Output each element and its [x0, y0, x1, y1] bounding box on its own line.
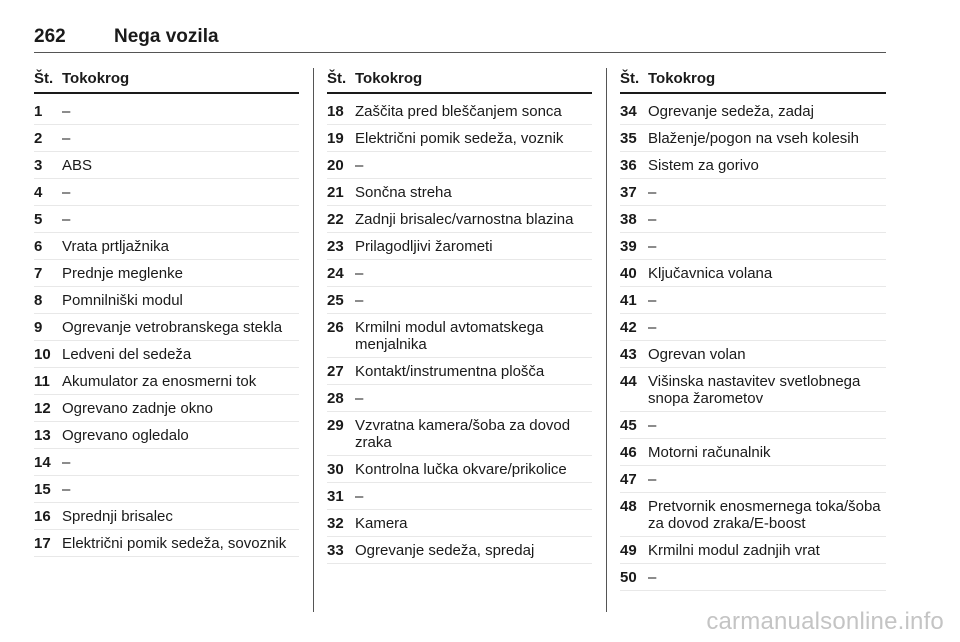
circuit-name: – [648, 238, 657, 255]
table-row [620, 314, 886, 341]
table-row [620, 98, 886, 125]
circuit-name: Električni pomik sedeža, voznik [355, 130, 564, 147]
fuse-number: 2 [34, 130, 43, 147]
table-row [34, 98, 299, 125]
fuse-number: 6 [34, 238, 43, 255]
fuse-number: 18 [327, 103, 344, 120]
table-row [34, 314, 299, 341]
circuit-name: Ogrevanje sedeža, spredaj [355, 542, 535, 559]
fuse-number: 40 [620, 265, 637, 282]
fuse-number: 4 [34, 184, 43, 201]
circuit-name: Ključavnica volana [648, 265, 773, 282]
table-row [327, 206, 592, 233]
table-row [327, 314, 592, 358]
fuse-number: 21 [327, 184, 344, 201]
circuit-name: Električni pomik sedeža, sovoznik [62, 535, 287, 552]
circuit-name: Krmilni modul avtomatskega menjalnika [355, 319, 544, 353]
fuse-number: 31 [327, 488, 344, 505]
header-rule [34, 52, 886, 53]
fuse-number: 10 [34, 346, 51, 363]
table-row [620, 152, 886, 179]
table-rows [327, 94, 592, 564]
fuse-number: 36 [620, 157, 637, 174]
fuse-number: 44 [620, 373, 637, 390]
fuse-number: 16 [34, 508, 51, 525]
fuse-number: 7 [34, 265, 43, 282]
header-number: Št. [34, 70, 54, 87]
fuse-number: 41 [620, 292, 637, 309]
circuit-name: – [62, 481, 71, 498]
circuit-name: Prednje meglenke [62, 265, 183, 282]
circuit-name: Kontrolna lučka okvare/prikolice [355, 461, 567, 478]
table-header [34, 68, 299, 94]
fuse-number: 38 [620, 211, 637, 228]
circuit-name: Krmilni modul zadnjih vrat [648, 542, 820, 559]
page-title: Nega vozila [114, 26, 219, 47]
circuit-name: Višinska nastavitev svetlobnega snopa žarometov [648, 373, 861, 407]
fuse-number: 11 [34, 373, 50, 390]
table-row [327, 510, 592, 537]
circuit-name: Blaženje/pogon na vseh kolesih [648, 130, 859, 147]
circuit-name: – [355, 265, 364, 282]
circuit-name: Zadnji brisalec/varnostna blazina [355, 211, 574, 228]
circuit-name: – [355, 292, 364, 309]
fuse-number: 25 [327, 292, 344, 309]
fuse-number: 29 [327, 417, 344, 434]
circuit-name: Ogrevanje sedeža, zadaj [648, 103, 814, 120]
fuse-number: 23 [327, 238, 344, 255]
header-circuit: Tokokrog [62, 70, 130, 87]
table-row [34, 152, 299, 179]
circuit-name: – [62, 103, 71, 120]
fuse-number: 50 [620, 569, 637, 586]
fuse-number: 5 [34, 211, 43, 228]
table-row [620, 179, 886, 206]
table-row [620, 233, 886, 260]
circuit-name: – [62, 211, 71, 228]
table-row [34, 503, 299, 530]
table-row [34, 422, 299, 449]
fuse-number: 42 [620, 319, 637, 336]
table-row [620, 287, 886, 314]
table-row [34, 125, 299, 152]
circuit-name: – [355, 157, 364, 174]
fuse-number: 45 [620, 417, 637, 434]
fuse-number: 8 [34, 292, 43, 309]
fuse-number: 3 [34, 157, 43, 174]
header-circuit: Tokokrog [648, 70, 716, 87]
table-row [620, 466, 886, 493]
page-header [34, 26, 886, 52]
table-row [34, 287, 299, 314]
circuit-name: Pomnilniški modul [62, 292, 183, 309]
circuit-name: – [648, 471, 657, 488]
circuit-name: Ogrevan volan [648, 346, 746, 363]
fuse-number: 1 [34, 103, 43, 120]
table-row [620, 125, 886, 152]
circuit-name: Motorni računalnik [648, 444, 771, 461]
table-row [327, 412, 592, 456]
fuse-number: 32 [327, 515, 344, 532]
fuse-number: 49 [620, 542, 637, 559]
circuit-name: – [648, 211, 657, 228]
fuse-number: 35 [620, 130, 637, 147]
fuse-number: 37 [620, 184, 637, 201]
table-row [327, 233, 592, 260]
table-row [620, 368, 886, 412]
circuit-name: – [62, 130, 71, 147]
table-row [34, 260, 299, 287]
table-row [34, 233, 299, 260]
table-rows [620, 94, 886, 591]
circuit-name: Ogrevano zadnje okno [62, 400, 213, 417]
table-row [327, 358, 592, 385]
table-row [327, 483, 592, 510]
fuse-number: 13 [34, 427, 51, 444]
fuse-number: 34 [620, 103, 637, 120]
table-row [34, 206, 299, 233]
table-row [34, 368, 299, 395]
circuit-name: Kontakt/instrumentna plošča [355, 363, 545, 380]
circuit-name: Sončna streha [355, 184, 452, 201]
fuse-number: 14 [34, 454, 51, 471]
circuit-name: Vrata prtljažnika [62, 238, 169, 255]
circuit-name: Ogrevanje vetrobranskega stekla [62, 319, 283, 336]
table-row [34, 449, 299, 476]
fuse-number: 17 [34, 535, 51, 552]
table-header [327, 68, 592, 94]
fuse-number: 28 [327, 390, 344, 407]
fuse-number: 46 [620, 444, 637, 461]
fuse-table-column-2 [327, 68, 592, 564]
fuse-number: 27 [327, 363, 344, 380]
table-row [327, 287, 592, 314]
circuit-name: – [648, 319, 657, 336]
circuit-name: – [648, 292, 657, 309]
table-row [620, 341, 886, 368]
table-row [34, 395, 299, 422]
fuse-number: 48 [620, 498, 637, 515]
fuse-number: 19 [327, 130, 344, 147]
table-row [34, 341, 299, 368]
fuse-number: 9 [34, 319, 43, 336]
fuse-number: 24 [327, 265, 344, 282]
fuse-number: 20 [327, 157, 344, 174]
circuit-name: Zaščita pred bleščanjem sonca [355, 103, 562, 120]
circuit-name: – [62, 184, 71, 201]
fuse-number: 43 [620, 346, 637, 363]
table-row [34, 530, 299, 557]
circuit-name: Ogrevano ogledalo [62, 427, 189, 444]
circuit-name: – [355, 390, 364, 407]
fuse-number: 15 [34, 481, 51, 498]
table-row [620, 412, 886, 439]
circuit-name: Ledveni del sedeža [62, 346, 192, 363]
table-rows [34, 94, 299, 557]
fuse-number: 22 [327, 211, 344, 228]
fuse-number: 30 [327, 461, 344, 478]
circuit-name: – [355, 488, 364, 505]
circuit-name: – [62, 454, 71, 471]
page-number: 262 [34, 26, 66, 47]
table-row [327, 385, 592, 412]
circuit-name: Pretvornik enosmernega toka/šoba za dovod zraka/E-boost [648, 498, 881, 532]
circuit-name: Sprednji brisalec [62, 508, 173, 525]
circuit-name: – [648, 569, 657, 586]
table-row [34, 476, 299, 503]
fuse-number: 39 [620, 238, 637, 255]
circuit-name: – [648, 417, 657, 434]
fuse-number: 47 [620, 471, 637, 488]
column-divider [313, 68, 314, 612]
circuit-name: Prilagodljivi žarometi [355, 238, 493, 255]
circuit-name: Vzvratna kamera/šoba za dovod zraka [355, 417, 571, 451]
fuse-table-column-1 [34, 68, 299, 557]
header-number: Št. [620, 70, 640, 87]
table-row [620, 260, 886, 287]
table-row [620, 493, 886, 537]
header-number: Št. [327, 70, 347, 87]
table-row [327, 456, 592, 483]
fuse-number: 33 [327, 542, 344, 559]
circuit-name: ABS [62, 157, 93, 174]
header-circuit: Tokokrog [355, 70, 423, 87]
circuit-name: Kamera [355, 515, 408, 532]
table-row [327, 98, 592, 125]
table-row [327, 125, 592, 152]
fuse-table-column-3 [620, 68, 886, 591]
table-row [620, 206, 886, 233]
table-row [327, 152, 592, 179]
circuit-name: Akumulator za enosmerni tok [62, 373, 257, 390]
table-row [34, 179, 299, 206]
table-row [327, 179, 592, 206]
table-row [620, 564, 886, 591]
table-row [620, 537, 886, 564]
table-header [620, 68, 886, 94]
watermark: carmanualsonline.info [706, 608, 944, 635]
fuse-number: 12 [34, 400, 51, 417]
table-row [620, 439, 886, 466]
column-divider [606, 68, 607, 612]
table-row [327, 537, 592, 564]
table-row [327, 260, 592, 287]
circuit-name: – [648, 184, 657, 201]
circuit-name: Sistem za gorivo [648, 157, 759, 174]
fuse-number: 26 [327, 319, 344, 336]
